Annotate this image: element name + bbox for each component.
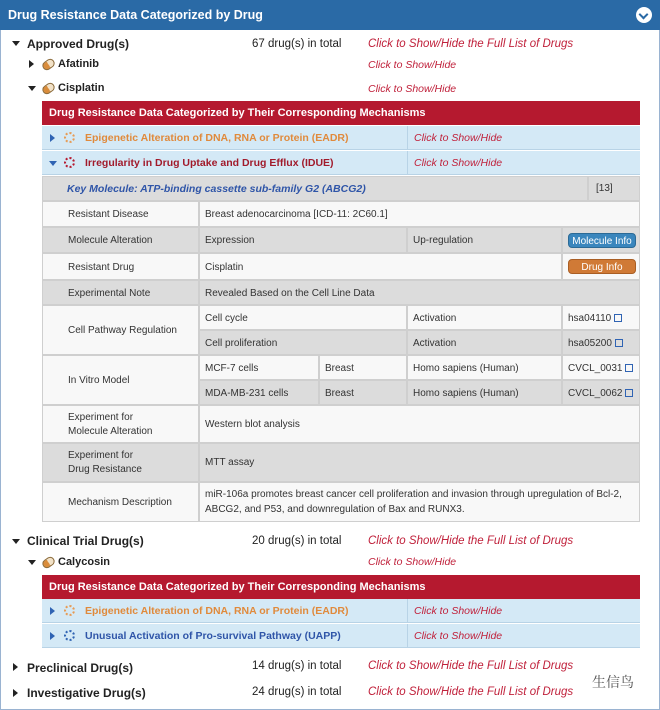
value-cell [199, 405, 640, 443]
caret-right-icon[interactable] [50, 607, 55, 615]
molecule-alteration-label: Molecule Alteration [68, 235, 153, 246]
clinical-toggle-link[interactable]: Click to Show/Hide the Full List of Drugs [368, 535, 574, 547]
experimental-note-value: Revealed Based on the Cell Line Data [205, 288, 375, 299]
value-cell [319, 355, 407, 380]
cellosaurus-link[interactable] [568, 388, 622, 399]
resistant-drug-label: Resistant Drug [68, 262, 135, 273]
mechanism-uapp-label[interactable]: Unusual Activation of Pro-survival Pathway (UAPP) [85, 630, 341, 642]
mechanism-row-eadr[interactable] [42, 126, 640, 150]
category-approved[interactable]: Approved Drug(s) [27, 37, 129, 51]
cell-line-species: Homo sapiens (Human) [413, 388, 519, 399]
idue-toggle-link[interactable]: Click to Show/Hide [414, 157, 503, 169]
value-cell [407, 380, 562, 405]
mechanism-row-idue[interactable] [42, 151, 640, 175]
investigative-count: 24 drug(s) in total [252, 686, 342, 698]
mechanism-header [42, 101, 640, 125]
value-cell [199, 305, 407, 330]
label-cell [42, 443, 199, 482]
key-molecule-cell [42, 176, 588, 201]
preclinical-count: 14 drug(s) in total [252, 660, 342, 672]
eadr-toggle-link[interactable]: Click to Show/Hide [414, 132, 503, 144]
mechanism-ring-icon [64, 605, 75, 616]
mechanism-ring-icon [64, 132, 75, 143]
category-investigative[interactable]: Investigative Drug(s) [27, 686, 146, 700]
mechanism-ring-icon [64, 630, 75, 641]
caret-right-icon[interactable] [13, 689, 18, 697]
caret-down-icon[interactable] [12, 41, 20, 46]
category-preclinical[interactable]: Preclinical Drug(s) [27, 661, 134, 675]
value-cell [319, 380, 407, 405]
mechanism-header-label: Drug Resistance Data Categorized by Their Corresponding Mechanisms [49, 107, 426, 119]
panel-title-bar[interactable] [0, 0, 660, 30]
experimental-note-label: Experimental Note [68, 288, 151, 299]
uapp-toggle-link[interactable]: Click to Show/Hide [414, 630, 503, 642]
exp-mol-label: Experiment for [68, 412, 134, 423]
resistant-disease-value: Breast adenocarcinoma [ICD-11: 2C60.1] [205, 209, 388, 220]
drug-cisplatin[interactable]: Cisplatin [58, 82, 105, 94]
afatinib-toggle-link[interactable]: Click to Show/Hide [368, 59, 457, 71]
pathway-effect: Activation [413, 313, 457, 324]
eadr-toggle-link[interactable]: Click to Show/Hide [414, 605, 503, 617]
caret-down-icon[interactable] [28, 86, 36, 91]
pathway-id-link[interactable] [568, 338, 612, 349]
resistance-detail-table [42, 176, 640, 522]
cell-line-id[interactable]: CVCL_0062 [568, 388, 623, 399]
reference-number[interactable]: [13] [596, 183, 613, 194]
preclinical-toggle-link[interactable]: Click to Show/Hide the Full List of Drugs [368, 660, 574, 672]
label-cell [42, 227, 199, 253]
cell-line-tissue: Breast [325, 388, 354, 399]
drug-calycosin[interactable]: Calycosin [58, 556, 110, 568]
cell-line-name: MCF-7 cells [205, 363, 259, 374]
category-clinical[interactable]: Clinical Trial Drug(s) [27, 534, 144, 548]
cell-line-id[interactable]: CVCL_0031 [568, 363, 623, 374]
caret-down-icon[interactable] [12, 539, 20, 544]
approved-count: 67 drug(s) in total [252, 38, 342, 50]
value-cell [199, 482, 640, 522]
value-cell [562, 305, 640, 330]
cell-line-tissue: Breast [325, 363, 354, 374]
label-cell [42, 253, 199, 280]
value-cell [407, 227, 562, 253]
collapse-chevron-icon[interactable] [636, 7, 652, 23]
value-cell [562, 330, 640, 355]
caret-right-icon[interactable] [50, 632, 55, 640]
label-cell [42, 305, 199, 355]
pathway-id-link[interactable] [568, 313, 611, 324]
key-molecule[interactable]: Key Molecule: ATP-binding cassette sub-family G2 (ABCG2) [67, 183, 366, 195]
mech-desc-label: Mechanism Description [68, 497, 172, 508]
reference-cell [588, 176, 640, 201]
mechanism-eadr-label[interactable]: Epigenetic Alteration of DNA, RNA or Protein (EADR) [85, 132, 349, 144]
pathway-id[interactable]: hsa05200 [568, 338, 612, 349]
mechanism-eadr-label[interactable]: Epigenetic Alteration of DNA, RNA or Protein (EADR) [85, 605, 349, 617]
cell-line-species: Homo sapiens (Human) [413, 363, 519, 374]
mech-desc-text: miR-106a promotes breast cancer cell proliferation and invasion through upregulation of Bcl-2, [205, 489, 622, 500]
alteration-type: Expression [205, 235, 255, 246]
button-cell [562, 227, 640, 253]
watermark-text: 生信鸟 [592, 674, 634, 690]
investigative-toggle-link[interactable]: Click to Show/Hide the Full List of Drugs [368, 686, 574, 698]
label-cell [42, 482, 199, 522]
value-cell [407, 355, 562, 380]
caret-right-icon[interactable] [13, 663, 18, 671]
value-cell [407, 330, 562, 355]
panel-title: Drug Resistance Data Categorized by Drug [8, 8, 263, 22]
exp-drug-label: Experiment for [68, 450, 134, 461]
value-cell [199, 201, 640, 227]
mechanism-row-eadr[interactable] [42, 599, 640, 623]
label-cell [42, 405, 199, 443]
external-link-icon[interactable] [625, 389, 633, 397]
pathway-name: Cell cycle [205, 313, 248, 324]
pathway-label: Cell Pathway Regulation [68, 325, 177, 336]
exp-mol-label: Molecule Alteration [68, 426, 153, 437]
drug-afatinib[interactable]: Afatinib [58, 58, 99, 70]
value-cell [199, 330, 407, 355]
calycosin-toggle-link[interactable]: Click to Show/Hide [368, 556, 457, 568]
resistant-drug-value: Cisplatin [205, 262, 244, 273]
pathway-id[interactable]: hsa04110 [568, 313, 612, 324]
label-cell [42, 201, 199, 227]
mechanism-ring-icon [64, 157, 75, 168]
external-link-icon[interactable] [615, 339, 623, 347]
caret-down-icon[interactable] [28, 560, 36, 565]
value-cell [199, 355, 319, 380]
resistant-disease-label: Resistant Disease [68, 209, 149, 220]
cisplatin-toggle-link[interactable]: Click to Show/Hide [368, 83, 457, 95]
alteration-value: Up-regulation [413, 235, 474, 246]
invitro-label: In Vitro Model [68, 375, 130, 386]
approved-toggle-link[interactable]: Click to Show/Hide the Full List of Drugs [368, 38, 574, 50]
exp-drug-value: MTT assay [205, 457, 255, 468]
value-cell [199, 380, 319, 405]
value-cell [407, 305, 562, 330]
label-cell [42, 280, 199, 305]
value-cell [199, 227, 407, 253]
cell-line-name: MDA-MB-231 cells [205, 388, 289, 399]
mechanism-row-uapp[interactable] [42, 624, 640, 648]
pathway-effect: Activation [413, 338, 457, 349]
caret-right-icon[interactable] [29, 60, 34, 68]
value-cell [199, 443, 640, 482]
clinical-count: 20 drug(s) in total [252, 535, 342, 547]
mechanism-header-label: Drug Resistance Data Categorized by Their Corresponding Mechanisms [49, 581, 426, 593]
value-cell [562, 355, 640, 380]
label-cell [42, 355, 199, 405]
cellosaurus-link[interactable] [568, 363, 622, 374]
caret-down-icon[interactable] [49, 161, 57, 166]
value-cell [199, 280, 640, 305]
exp-mol-value: Western blot analysis [205, 419, 300, 430]
button-cell [562, 253, 640, 280]
pathway-name: Cell proliferation [205, 338, 278, 349]
value-cell [562, 380, 640, 405]
exp-drug-label: Drug Resistance [68, 464, 142, 475]
drug-info-button[interactable]: Drug Info [568, 259, 636, 274]
external-link-icon[interactable] [614, 314, 622, 322]
external-link-icon[interactable] [625, 364, 633, 372]
mechanism-idue-label[interactable]: Irregularity in Drug Uptake and Drug Efflux (IDUE) [85, 157, 334, 169]
mech-desc-text: ABCG2, and P53, and downregulation of Bax and RUNX3. [205, 504, 465, 515]
value-cell [199, 253, 562, 280]
mechanism-header [42, 575, 640, 599]
molecule-info-button[interactable]: Molecule Info [568, 233, 636, 248]
caret-right-icon[interactable] [50, 134, 55, 142]
